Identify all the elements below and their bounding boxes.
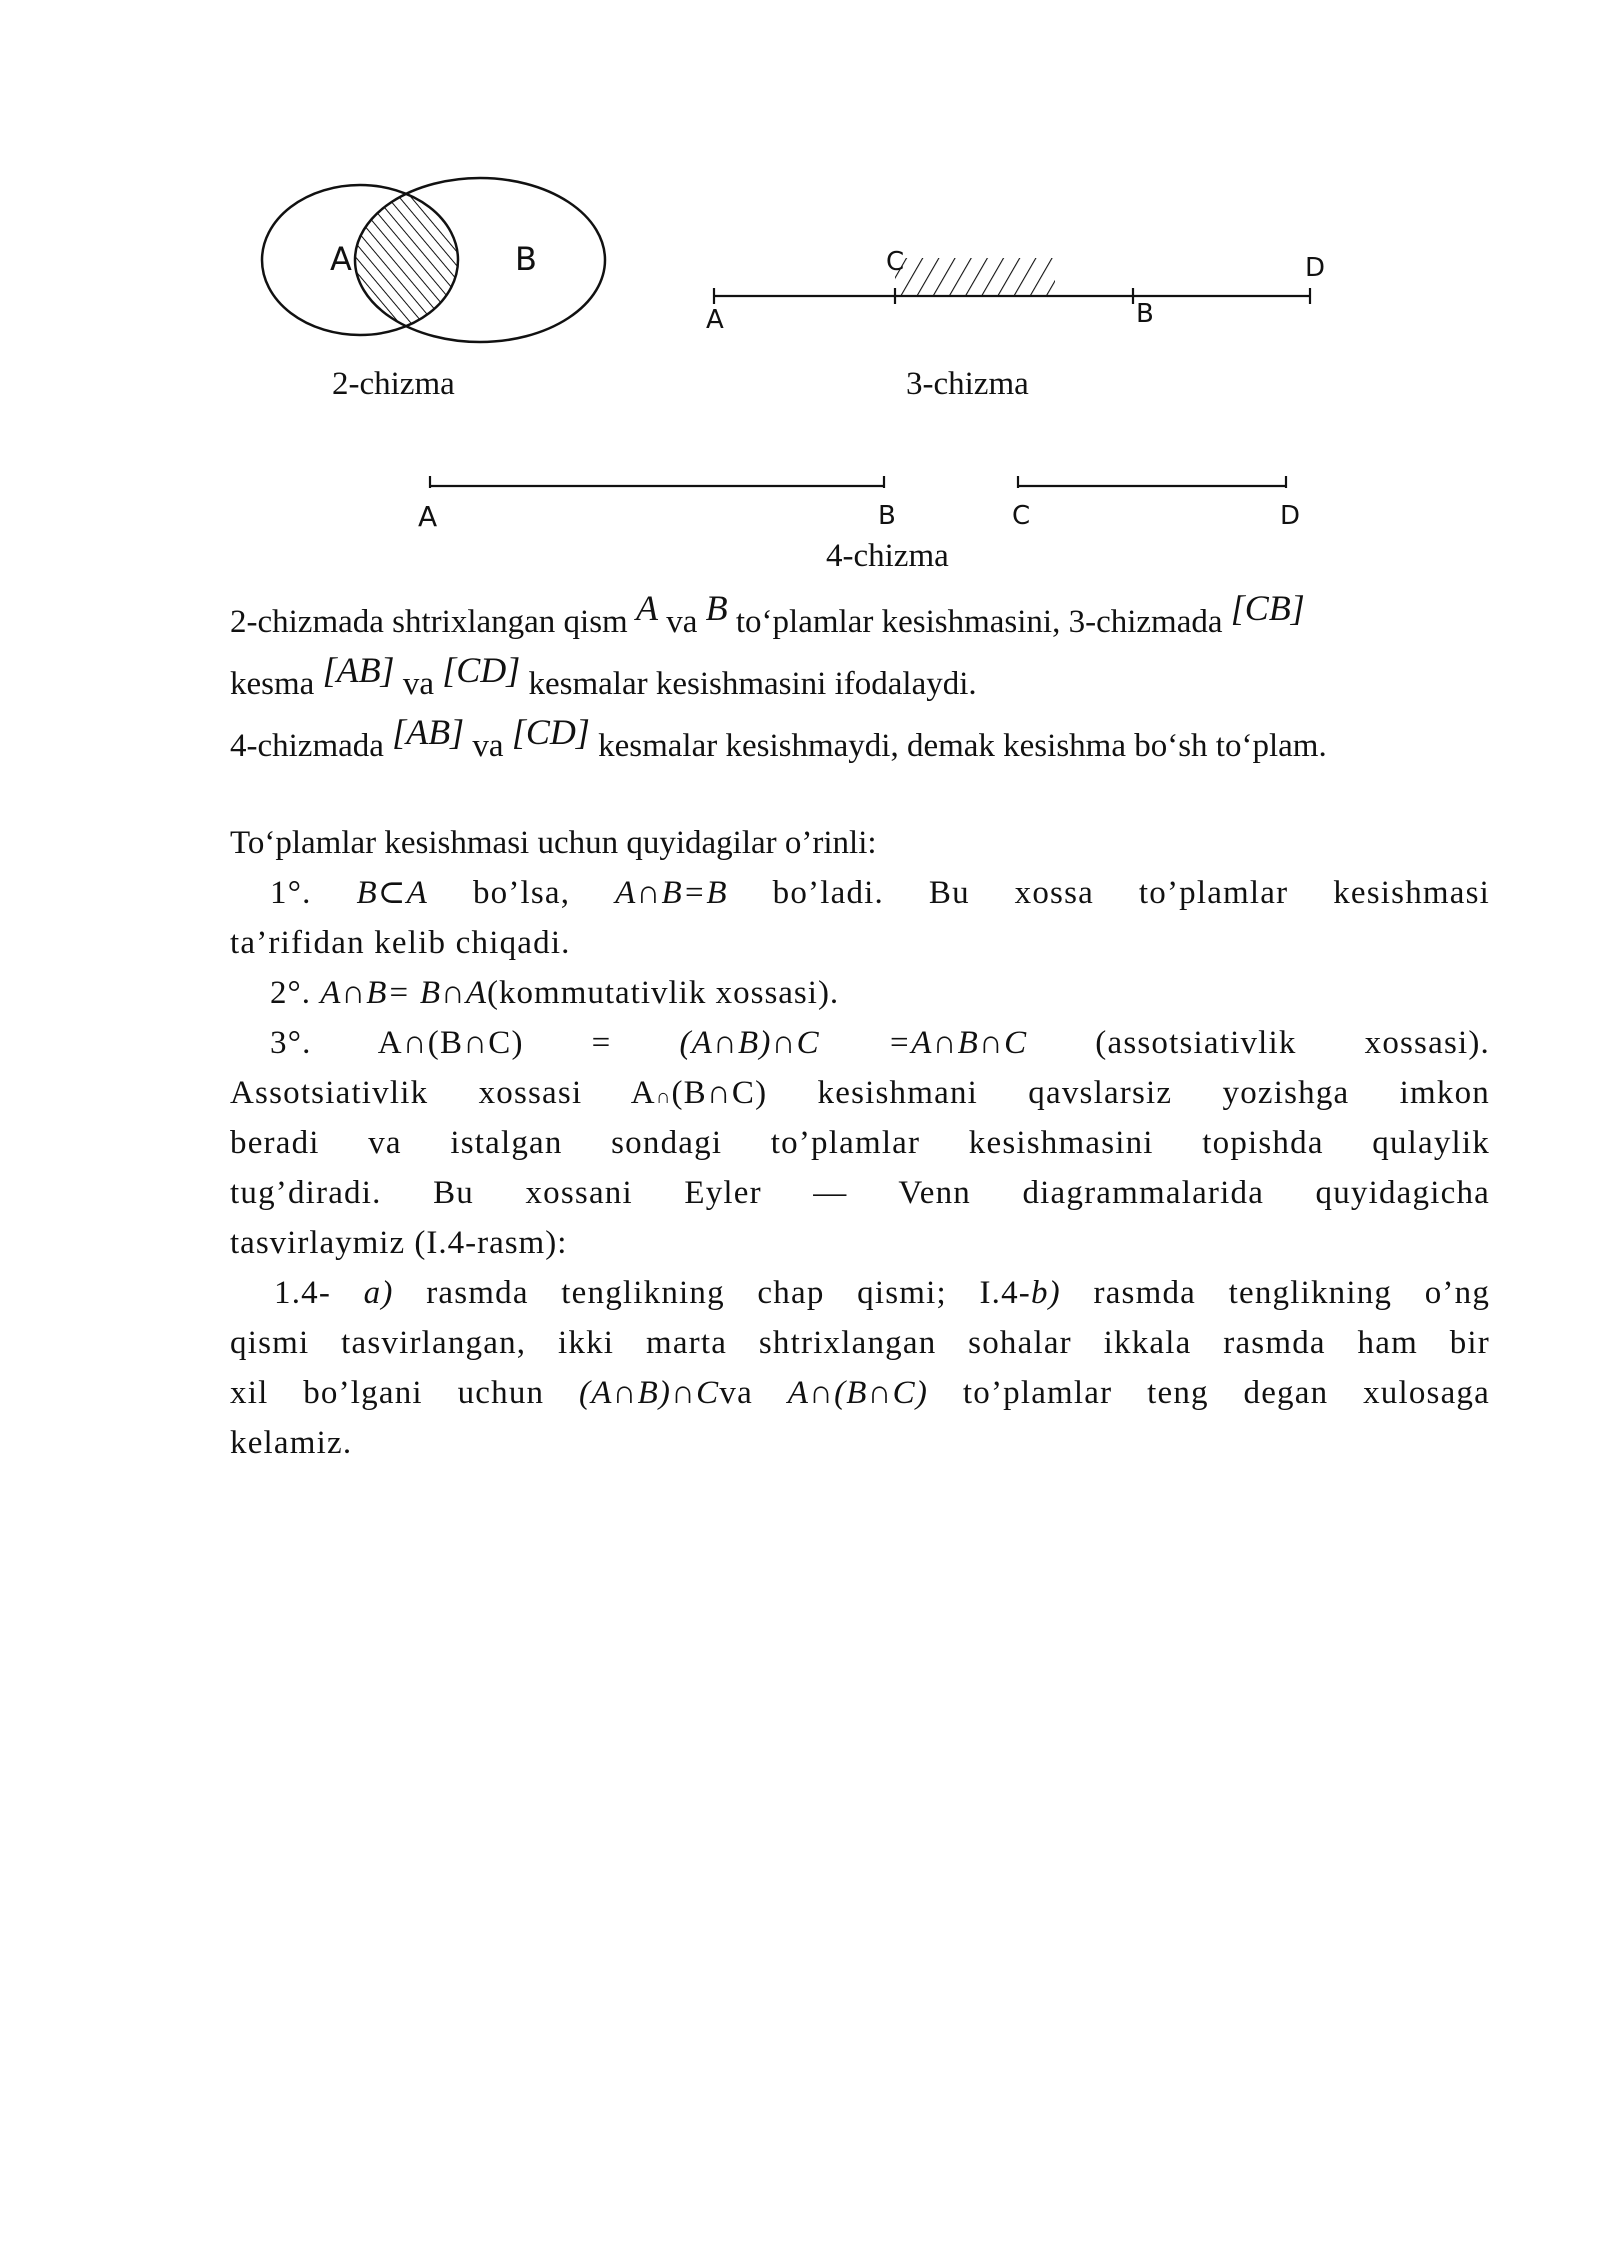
text: kesmalar kesishmaydi, demak kesishma bo‘sh to‘plam. bbox=[598, 728, 1327, 764]
property-number: 2°. bbox=[270, 975, 311, 1011]
text: 1.4- bbox=[274, 1275, 332, 1311]
text: (assotsiativlik xossasi). bbox=[1095, 1025, 1490, 1061]
math-left: A∩B= bbox=[320, 975, 411, 1011]
math-expression: (A∩B)∩C bbox=[579, 1375, 720, 1411]
text: rasmda tenglikning o’ng bbox=[1093, 1275, 1491, 1311]
point-a-label: A bbox=[418, 500, 438, 533]
math-expression: (A∩B)∩C bbox=[679, 1025, 820, 1061]
text: va bbox=[666, 604, 698, 640]
property-number: 3°. bbox=[270, 1025, 312, 1061]
math-expression: A∩(B∩C) bbox=[787, 1375, 929, 1411]
text: va bbox=[719, 1375, 753, 1411]
equals-sign: = bbox=[591, 1025, 612, 1061]
math-a: A bbox=[635, 588, 658, 628]
point-c-label: C bbox=[886, 247, 905, 277]
point-c-label: C bbox=[1012, 501, 1031, 531]
figure-3-segments bbox=[690, 240, 1350, 350]
set-a-label: A bbox=[330, 240, 352, 278]
math-b: B bbox=[705, 588, 728, 628]
properties-intro: To‘plamlar kesishmasi uchun quyidagilar o’rinli: bbox=[230, 825, 877, 861]
text: va bbox=[472, 728, 504, 764]
set-b-label: B bbox=[515, 240, 537, 278]
text: xil bo’lgani uchun bbox=[230, 1375, 545, 1411]
text: bo’lsa, bbox=[472, 875, 571, 911]
math-segment-cd: [CD] bbox=[511, 712, 590, 752]
math-segment-ab: [AB] bbox=[322, 650, 395, 690]
point-d-label: D bbox=[1305, 253, 1326, 283]
property-3-line-4: tug’diradi. Bu xossani Eyler — Venn diagrammalarida quyidagicha bbox=[230, 1175, 1490, 1211]
text: bo’ladi. Bu xossa to’plamlar kesishmasi bbox=[772, 875, 1491, 911]
paragraph-figures-explanation bbox=[230, 590, 1490, 714]
property-3-line-5: tasvirlaymiz (I.4-rasm): bbox=[230, 1225, 568, 1261]
text: 2-chizmada shtrixlangan qism bbox=[230, 604, 628, 640]
text: kesmalar kesishmasini ifodalaydi. bbox=[528, 666, 977, 702]
property-number: 1°. bbox=[270, 875, 312, 911]
math-b: b) bbox=[1030, 1275, 1061, 1311]
final-line-2: qismi tasvirlangan, ikki marta shtrixlangan sohalar ikkala rasmda ham bir bbox=[230, 1325, 1490, 1361]
property-2 bbox=[230, 968, 1530, 1018]
point-d-label: D bbox=[1280, 501, 1301, 531]
figure-2-venn-diagram bbox=[250, 160, 650, 360]
text: rasmda tenglikning chap qismi; I.4- bbox=[426, 1275, 1031, 1311]
text: (kommutativlik xossasi). bbox=[487, 975, 840, 1011]
text: (B∩C) kesishmani qavslarsiz yozishga imkon bbox=[671, 1075, 1491, 1111]
math-segment-ab: [AB] bbox=[392, 712, 465, 752]
math-expression: =A∩B∩C bbox=[887, 1025, 1028, 1061]
text: Assotsiativlik xossasi A bbox=[230, 1075, 656, 1111]
property-3-line-1 bbox=[230, 1018, 1490, 1068]
figure-4-segments bbox=[410, 460, 1310, 540]
figure-3-caption: 3-chizma bbox=[906, 366, 1029, 402]
math-intersection: A∩B=B bbox=[615, 875, 728, 911]
final-line-3 bbox=[230, 1368, 1490, 1418]
paragraph-empty-intersection bbox=[230, 714, 1490, 776]
property-3-line-2 bbox=[230, 1068, 1490, 1122]
math-right: B∩A bbox=[419, 975, 488, 1011]
final-line-4: kelamiz. bbox=[230, 1425, 353, 1461]
math-segment-cb: [CB] bbox=[1230, 588, 1305, 628]
text: 4-chizmada bbox=[230, 728, 384, 764]
figure-4-caption: 4-chizma bbox=[826, 538, 949, 574]
math-subset: B⊂A bbox=[356, 875, 429, 911]
text: to‘plamlar kesishmasini, 3-chizmada bbox=[735, 604, 1223, 640]
point-b-label: B bbox=[878, 501, 896, 531]
final-line-1 bbox=[230, 1268, 1490, 1318]
text: kesma bbox=[230, 666, 315, 702]
math-expression: A∩(B∩C) bbox=[377, 1025, 524, 1061]
property-1-line-1 bbox=[230, 868, 1490, 918]
segment-cb-hatch bbox=[895, 258, 1055, 296]
text: va bbox=[402, 666, 434, 702]
property-1-line-2: ta’rifidan kelib chiqadi. bbox=[230, 925, 571, 961]
property-3-line-3: beradi va istalgan sondagi to’plamlar kesishmasini topishda qulaylik bbox=[230, 1125, 1490, 1161]
math-a: a) bbox=[363, 1275, 394, 1311]
point-a-label: A bbox=[706, 305, 724, 335]
small-cap-symbol: ∩ bbox=[655, 1086, 672, 1108]
figure-2-caption: 2-chizma bbox=[332, 366, 455, 402]
math-segment-cd: [CD] bbox=[442, 650, 521, 690]
point-b-label: B bbox=[1136, 299, 1154, 329]
text: to’plamlar teng degan xulosaga bbox=[962, 1375, 1490, 1411]
